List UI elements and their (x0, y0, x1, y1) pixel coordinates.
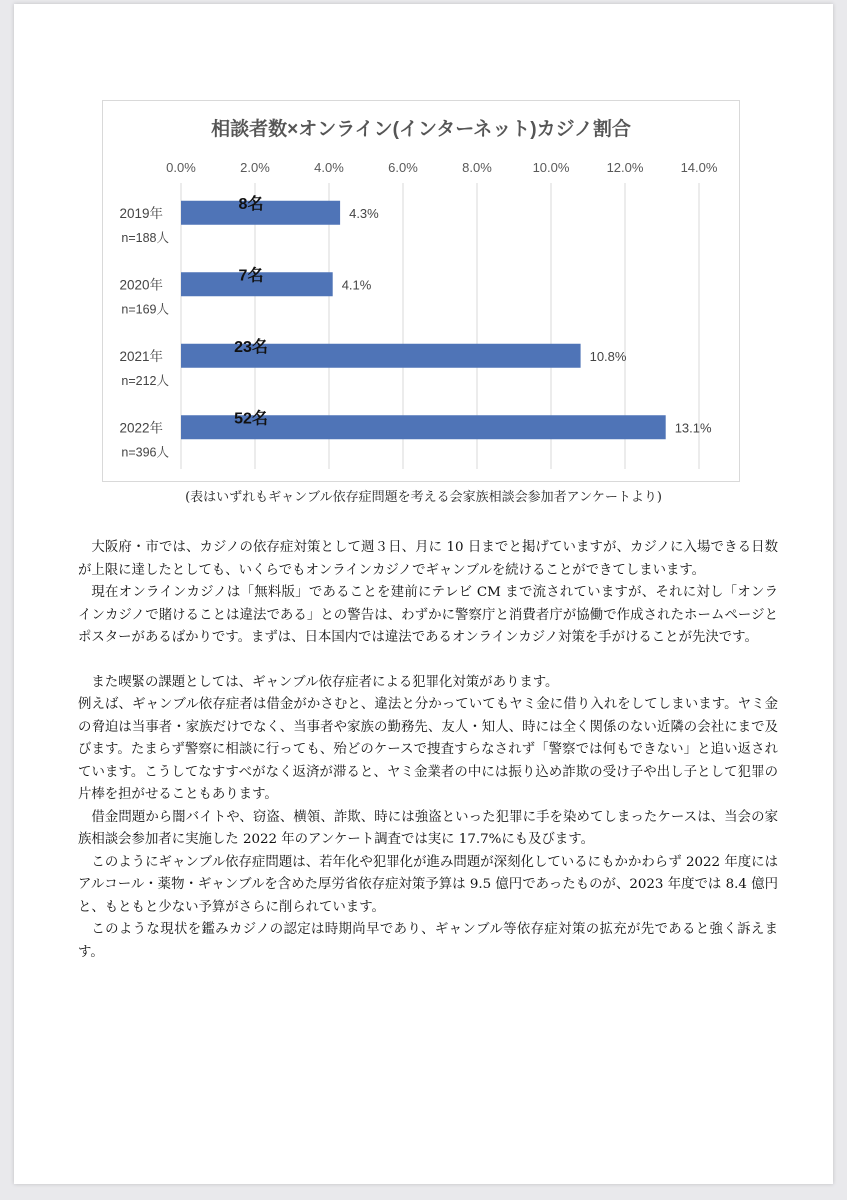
category-label: 2019年 (119, 205, 163, 221)
bar-value-label: 10.8% (589, 348, 627, 364)
paragraph-casino-limits: 大阪府・市では、カジノの依存症対策として週３日、月に 10 日までと掲げていますが、カジノに入場できる日数が上限に達したとしても、いくらでもオンラインカジノでギャンブルを続けることができてしまいます。 (78, 540, 778, 578)
category-label: 2022年 (119, 420, 163, 436)
paragraph-budget: このようにギャンブル依存症問題は、若年化や犯罪化が進み問題が深刻化しているにもかかわらず 2022 年度にはアルコール・薬物・ギャンブルを含めた厚労省依存症対策予算は 9.5 億円であったものが、2023 年度では 8.4 億円と、もともと少ない予算がさらに削られています。 (78, 854, 778, 915)
category-label: 2020年 (119, 277, 163, 293)
bar-count-label: 8名 (238, 195, 264, 213)
x-tick-label: 4.0% (314, 160, 344, 175)
x-tick-label: 12.0% (606, 160, 644, 175)
bar-value-label: 13.1% (674, 420, 712, 436)
chart-canvas (103, 101, 739, 481)
bar-chart (102, 100, 740, 482)
x-tick-label: 2.0% (240, 160, 270, 175)
sample-size-label: n=188人 (121, 230, 169, 245)
paragraph-online-casino: 現在オンラインカジノは「無料版」であることを建前にテレビ CM まで流されていますが、それに対し「オンラインカジノで賭けることは違法である」との警告は、わずかに警察庁と消費者庁が協働で作成されたホームページとポスターがあるばかりです。まずは、日本国内では違法であるオンラインカジノ対策を手がけることが先決です。 (78, 585, 778, 645)
bar-value-label: 4.1% (341, 277, 372, 293)
paragraph-loan-sharks: 例えば、ギャンブル依存症者は借金がかさむと、違法と分かっていてもヤミ金に借り入れをしてしまいます。ヤミ金の脅迫は当事者・家族だけでなく、当事者や家族の勤務先、友人・知人、時には全く関係のない近隣の会社にまで及びます。たまらず警察に相談に行っても、殆どのケースで捜査すらなされず「警察では何もできない」と追い返されています。こうしてなすすべがなく返済が滞ると、ヤミ金業者の中には振り込め詐欺の受け子や出し子として犯罪の片棒を担がせることもあります。 (78, 697, 778, 802)
bar-count-label: 7名 (238, 267, 264, 285)
chart-caption: (表はいずれもギャンブル依存症問題を考える会家族相談会参加者アンケートより) (185, 490, 662, 505)
paragraph-crime-issue: また喫緊の課題としては、ギャンブル依存症者による犯罪化対策があります。 (91, 674, 559, 690)
bar-value-label: 4.3% (349, 205, 379, 221)
sample-size-label: n=212人 (121, 373, 169, 388)
x-tick-label: 10.0% (532, 160, 570, 175)
chart-title: 相談者数×オンライン(インターネット)カジノ割合 (211, 119, 631, 140)
paragraph-conclusion: このような現状を鑑みカジノの認定は時期尚早であり、ギャンブル等依存症対策の拡充が先であると強く訴えます。 (78, 922, 778, 960)
sample-size-label: n=396人 (121, 445, 169, 460)
body-text (78, 537, 778, 964)
x-tick-label: 0.0% (166, 160, 196, 175)
x-tick-label: 8.0% (462, 160, 492, 175)
bar-count-label: 52名 (234, 410, 268, 428)
x-tick-label: 6.0% (388, 160, 418, 175)
x-tick-label: 14.0% (680, 160, 718, 175)
bar-count-label: 23名 (234, 338, 268, 356)
sample-size-label: n=169人 (121, 302, 169, 317)
paragraph-crime-rate: 借金問題から闇バイトや、窃盗、横領、詐欺、時には強盗といった犯罪に手を染めてしまったケースは、当会の家族相談会参加者に実施した 2022 年のアンケート調査では実に 17.7%にも及びます。 (78, 809, 778, 847)
category-label: 2021年 (119, 348, 163, 364)
